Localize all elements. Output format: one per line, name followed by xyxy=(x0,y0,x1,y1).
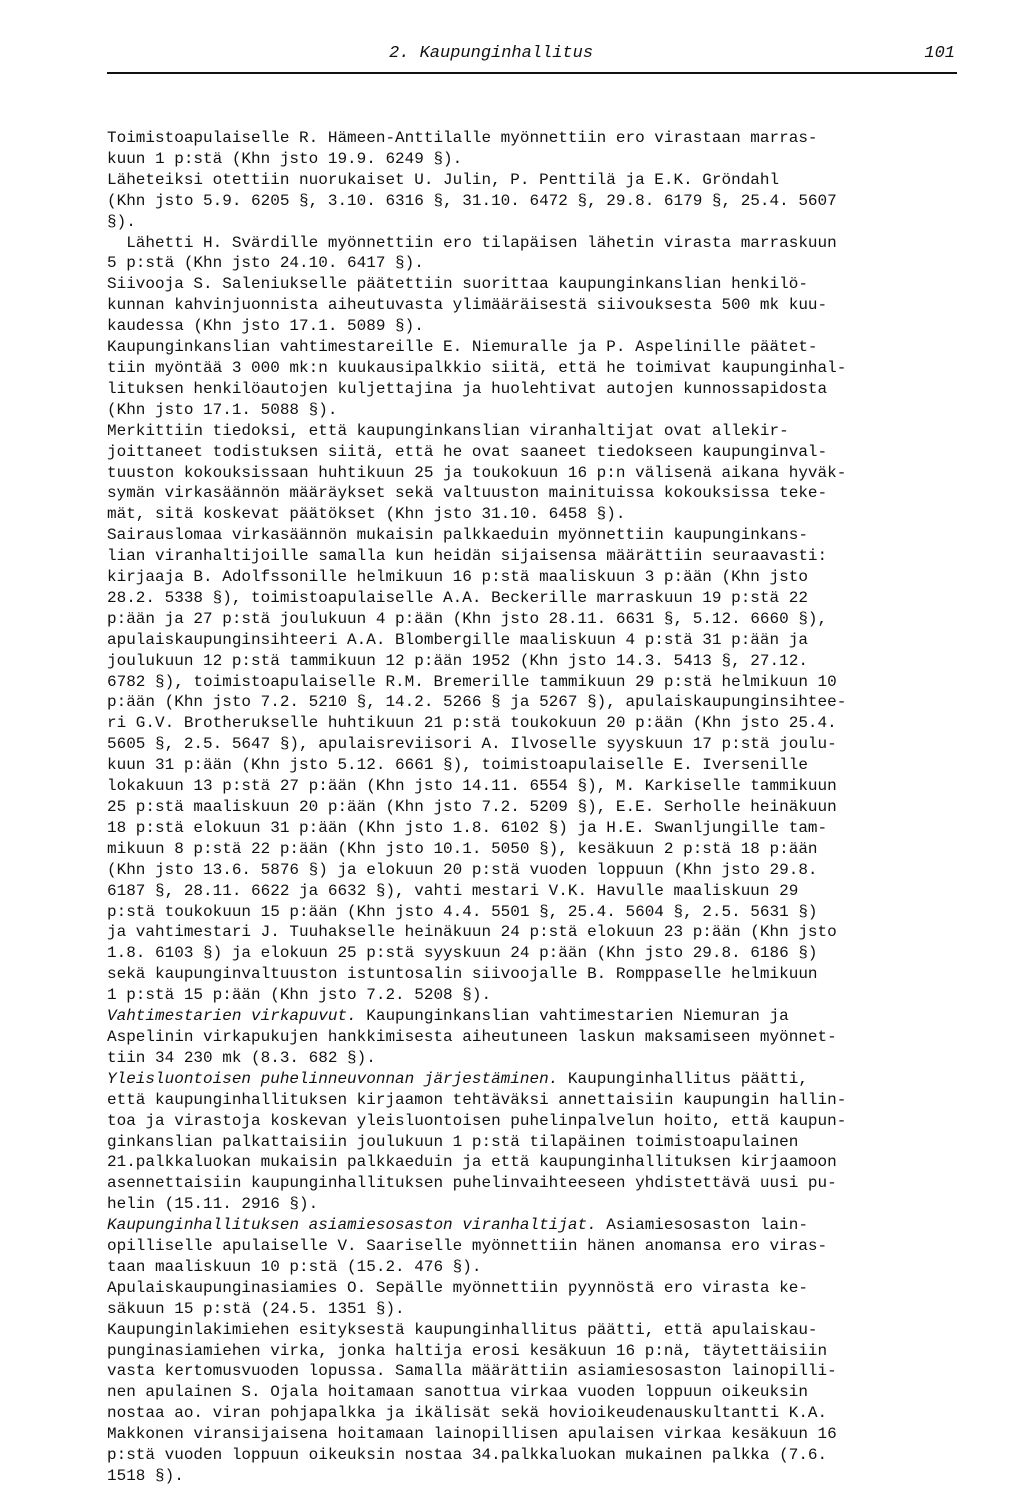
text-line xyxy=(107,421,957,442)
text-line xyxy=(107,713,957,734)
section-heading: Vahtimestarien virkapuvut. xyxy=(107,1007,357,1026)
text-line xyxy=(107,1466,957,1487)
line-text: Asiamiesosaston lain- xyxy=(596,1216,808,1235)
line-text: §). xyxy=(107,212,136,231)
text-line xyxy=(107,1424,957,1445)
line-text: Kaupunginkanslian vahtimestareille E. Niemuralle ja P. Aspelinille päätet- xyxy=(107,338,818,357)
line-text: p:stä vuoden loppuun oikeuksin nostaa 34.palkkaluokan mukainen palkka (7.6. xyxy=(107,1446,828,1465)
line-text: mikuun 8 p:stä 22 p:ään (Khn jsto 10.1. 5050 §), kesäkuun 2 p:stä 18 p:ään xyxy=(107,839,818,858)
paragraph xyxy=(107,1006,957,1069)
text-line xyxy=(107,985,957,1006)
text-line xyxy=(107,922,957,943)
line-text: vasta kertomusvuoden lopussa. Samalla määrättiin asiamiesosaston lainopilli- xyxy=(107,1362,837,1381)
line-text: Kaupunginhallitus päätti, xyxy=(558,1069,808,1088)
text-line xyxy=(107,567,957,588)
text-line xyxy=(107,274,957,295)
line-text: p:stä toukokuun 15 p:ään (Khn jsto 4.4. 5501 §, 25.4. 5604 §, 2.5. 5631 §) xyxy=(107,902,818,921)
line-text: helin (15.11. 2916 §). xyxy=(107,1195,319,1214)
line-text: lokakuun 13 p:stä 27 p:ään (Khn jsto 14.11. 6554 §), M. Karkiselle tammikuun xyxy=(107,777,837,796)
line-text: joulukuun 12 p:stä tammikuun 12 p:ään 1952 (Khn jsto 14.3. 5413 §, 27.12. xyxy=(107,651,808,670)
line-text: asennettaisiin kaupunginhallituksen puhelinvaihteeseen yhdistettävä uusi pu- xyxy=(107,1174,837,1193)
line-text: 21.palkkaluokan mukaisin palkkaeduin ja että kaupunginhallituksen kirjaamoon xyxy=(107,1153,837,1172)
line-text: lituksen henkilöautojen kuljettajina ja huolehtivat autojen kunnossapidosta xyxy=(107,379,828,398)
text-line xyxy=(107,253,957,274)
text-line xyxy=(107,734,957,755)
line-text: apulaiskaupunginsihteeri A.A. Blombergille maaliskuun 4 p:stä 31 p:ään ja xyxy=(107,630,808,649)
running-header xyxy=(107,36,957,74)
text-line xyxy=(107,964,957,985)
paragraph xyxy=(107,1278,957,1320)
text-line xyxy=(107,400,957,421)
line-text: kirjaaja B. Adolfssonille helmikuun 16 p:stä maaliskuun 3 p:ään (Khn jsto xyxy=(107,568,808,587)
paragraph xyxy=(107,337,957,421)
line-text: 5 p:stä (Khn jsto 24.10. 6417 §). xyxy=(107,254,424,273)
line-text: 1 p:stä 15 p:ään (Khn jsto 7.2. 5208 §). xyxy=(107,986,492,1005)
line-text: kunnan kahvinjuonnista aiheutuvasta ylimääräisestä siivouksesta 500 mk kuu- xyxy=(107,296,828,315)
line-text: Läheteiksi otettiin nuorukaiset U. Julin, P. Penttilä ja E.K. Gröndahl xyxy=(107,170,780,189)
text-line xyxy=(107,1215,957,1236)
line-text: tiin 34 230 mk (8.3. 682 §). xyxy=(107,1048,376,1067)
line-text: 1518 §). xyxy=(107,1467,184,1485)
text-line xyxy=(107,379,957,400)
paragraph xyxy=(107,128,957,170)
text-line xyxy=(107,860,957,881)
paragraph xyxy=(107,1215,957,1278)
text-line xyxy=(107,546,957,567)
line-text: 18 p:stä elokuun 31 p:ään (Khn jsto 1.8. 6102 §) ja H.E. Swanljungille tam- xyxy=(107,818,828,837)
text-line xyxy=(107,1090,957,1111)
text-line xyxy=(107,212,957,233)
paragraph xyxy=(107,525,957,1006)
paragraph xyxy=(107,170,957,233)
line-text: Toimistoapulaiselle R. Hämeen-Anttilalle myönnettiin ero virastaan marras- xyxy=(107,129,818,147)
line-text: 5605 §, 2.5. 5647 §), apulaisreviisori A. Ilvoselle syyskuun 17 p:stä joulu- xyxy=(107,735,837,754)
text-line xyxy=(107,1403,957,1424)
section-heading: Kaupunginhallituksen asiamiesosaston viranhaltijat. xyxy=(107,1216,597,1235)
section-heading: Yleisluontoisen puhelinneuvonnan järjestäminen. xyxy=(107,1069,559,1088)
line-text: p:ään ja 27 p:stä joulukuun 4 p:ään (Khn jsto 28.11. 6631 §, 5.12. 6660 §), xyxy=(107,609,828,628)
text-line xyxy=(107,128,957,149)
text-line xyxy=(107,1027,957,1048)
text-line xyxy=(107,316,957,337)
paragraph xyxy=(107,233,957,275)
text-line xyxy=(107,1152,957,1173)
text-line xyxy=(107,233,957,254)
document-page xyxy=(107,36,957,1487)
text-line xyxy=(107,1299,957,1320)
text-line xyxy=(107,1445,957,1466)
line-text: Makkonen viransijaisena hoitamaan lainopillisen apulaisen virkaa kesäkuun 16 xyxy=(107,1425,837,1444)
line-text: tuuston kokouksissaan huhtikuun 25 ja toukokuun 16 p:n välisenä aikana hyväk- xyxy=(107,463,847,482)
text-line xyxy=(107,797,957,818)
text-line xyxy=(107,1048,957,1069)
line-text: p:ään (Khn jsto 7.2. 5210 §, 14.2. 5266 § ja 5267 §), apulaiskaupunginsihtee- xyxy=(107,693,847,712)
text-line xyxy=(107,776,957,797)
text-line xyxy=(107,1361,957,1382)
text-line xyxy=(107,1006,957,1027)
line-text: 28.2. 5338 §), toimistoapulaiselle A.A. Beckerille marraskuun 19 p:stä 22 xyxy=(107,588,808,607)
paragraph xyxy=(107,421,957,526)
line-text: ja vahtimestari J. Tuuhakselle heinäkuun 24 p:stä elokuun 23 p:ään (Khn jsto xyxy=(107,923,837,942)
text-line xyxy=(107,1173,957,1194)
line-text: 6782 §), toimistoapulaiselle R.M. Bremerille tammikuun 29 p:stä helmikuun 10 xyxy=(107,672,837,691)
text-line xyxy=(107,818,957,839)
line-text: (Khn jsto 13.6. 5876 §) ja elokuun 20 p:stä vuoden loppuun (Khn jsto 29.8. xyxy=(107,860,818,879)
line-text: ginkanslian palkattaisiin joulukuun 1 p:stä tilapäinen toimistoapulainen xyxy=(107,1132,799,1151)
line-text: (Khn jsto 5.9. 6205 §, 3.10. 6316 §, 31.10. 6472 §, 29.8. 6179 §, 25.4. 5607 xyxy=(107,191,837,210)
line-text: nen apulainen S. Ojala hoitamaan sanottua virkaa vuoden loppuun oikeuksin xyxy=(107,1383,808,1402)
chapter-title: 2. Kaupunginhallitus xyxy=(389,44,594,63)
text-line xyxy=(107,1320,957,1341)
line-text: 25 p:stä maaliskuun 20 p:ään (Khn jsto 7.2. 5209 §), E.E. Serholle heinäkuun xyxy=(107,798,837,816)
line-text: lian viranhaltijoille samalla kun heidän sijaisensa määrättiin seuraavasti: xyxy=(107,547,828,566)
line-text: Aspelinin virkapukujen hankkimisesta aiheutuneen laskun maksamiseen myönnet- xyxy=(107,1027,837,1046)
line-text: joittaneet todistuksen siitä, että he ovat saaneet tiedokseen kaupunginval- xyxy=(107,442,828,461)
text-line xyxy=(107,337,957,358)
text-line xyxy=(107,1278,957,1299)
line-text: 1.8. 6103 §) ja elokuun 25 p:stä syyskuun 24 p:ään (Khn jsto 29.8. 6186 §) xyxy=(107,944,818,963)
text-line xyxy=(107,149,957,170)
line-text: punginasiamiehen virka, jonka haltija erosi kesäkuun 16 p:nä, täytettäisiin xyxy=(107,1341,828,1360)
text-line xyxy=(107,1069,957,1090)
text-line xyxy=(107,525,957,546)
text-line xyxy=(107,588,957,609)
line-text: Siivooja S. Saleniukselle päätettiin suorittaa kaupunginkanslian henkilö- xyxy=(107,275,808,294)
text-line xyxy=(107,442,957,463)
page-number: 101 xyxy=(924,44,955,63)
paragraph xyxy=(107,1320,957,1487)
text-line xyxy=(107,609,957,630)
text-line xyxy=(107,191,957,212)
line-text: Apulaiskaupunginasiamies O. Sepälle myönnettiin pyynnöstä ero virasta ke- xyxy=(107,1278,808,1297)
text-line xyxy=(107,1194,957,1215)
text-line xyxy=(107,755,957,776)
text-line xyxy=(107,1111,957,1132)
line-text: nostaa ao. viran pohjapalkka ja ikälisät sekä hovioikeudenauskultantti K.A. xyxy=(107,1404,828,1423)
document-body xyxy=(107,128,957,1487)
paragraph xyxy=(107,274,957,337)
line-text: opilliselle apulaiselle V. Saariselle myönnettiin hänen anomansa ero viras- xyxy=(107,1237,828,1256)
text-line xyxy=(107,839,957,860)
line-text: 6187 §, 28.11. 6622 ja 6632 §), vahti mestari V.K. Havulle maaliskuun 29 xyxy=(107,881,799,900)
line-text: että kaupunginhallituksen kirjaamon tehtäväksi annettaisiin kaupungin hallin- xyxy=(107,1090,847,1109)
text-line xyxy=(107,504,957,525)
line-text: Kaupunginlakimiehen esityksestä kaupunginhallitus päätti, että apulaiskau- xyxy=(107,1320,818,1339)
paragraph xyxy=(107,1069,957,1215)
line-text: Merkittiin tiedoksi, että kaupunginkanslian viranhaltijat ovat allekir- xyxy=(107,421,789,440)
text-line xyxy=(107,881,957,902)
text-line xyxy=(107,1132,957,1153)
text-line xyxy=(107,672,957,693)
text-line xyxy=(107,1341,957,1362)
text-line xyxy=(107,630,957,651)
text-line xyxy=(107,692,957,713)
text-line xyxy=(107,483,957,504)
text-line xyxy=(107,170,957,191)
text-line xyxy=(107,1257,957,1278)
line-text: mät, sitä koskevat päätökset (Khn jsto 31.10. 6458 §). xyxy=(107,505,626,524)
line-text: Kaupunginkanslian vahtimestarien Niemuran ja xyxy=(356,1007,789,1026)
line-text: Sairauslomaa virkasäännön mukaisin palkkaeduin myönnettiin kaupunginkans- xyxy=(107,526,808,545)
line-text: Lähetti H. Svärdille myönnettiin ero tilapäisen lähetin virasta marraskuun xyxy=(107,233,837,252)
text-line xyxy=(107,358,957,379)
line-text: sekä kaupunginvaltuuston istuntosalin siivoojalle B. Romppaselle helmikuun xyxy=(107,965,818,984)
line-text: kuun 31 p:ään (Khn jsto 5.12. 6661 §), toimistoapulaiselle E. Iversenille xyxy=(107,756,808,775)
line-text: säkuun 15 p:stä (24.5. 1351 §). xyxy=(107,1299,405,1318)
line-text: taan maaliskuun 10 p:stä (15.2. 476 §). xyxy=(107,1257,482,1276)
line-text: symän virkasäännön määräykset sekä valtuuston mainituissa kokouksissa teke- xyxy=(107,484,828,503)
text-line xyxy=(107,295,957,316)
line-text: tiin myöntää 3 000 mk:n kuukausipalkkio siitä, että he toimivat kaupunginhal- xyxy=(107,358,847,377)
text-line xyxy=(107,902,957,923)
line-text: kuun 1 p:stä (Khn jsto 19.9. 6249 §). xyxy=(107,149,463,168)
text-line xyxy=(107,1382,957,1403)
text-line xyxy=(107,1236,957,1257)
text-line xyxy=(107,943,957,964)
line-text: toa ja virastoja koskevan yleisluontoisen puhelinpalvelun hoito, että kaupun- xyxy=(107,1111,847,1130)
text-line xyxy=(107,651,957,672)
line-text: kaudessa (Khn jsto 17.1. 5089 §). xyxy=(107,317,424,336)
line-text: (Khn jsto 17.1. 5088 §). xyxy=(107,400,338,419)
line-text: ri G.V. Brotherukselle huhtikuun 21 p:stä toukokuun 20 p:ään (Khn jsto 25.4. xyxy=(107,714,837,733)
text-line xyxy=(107,463,957,484)
